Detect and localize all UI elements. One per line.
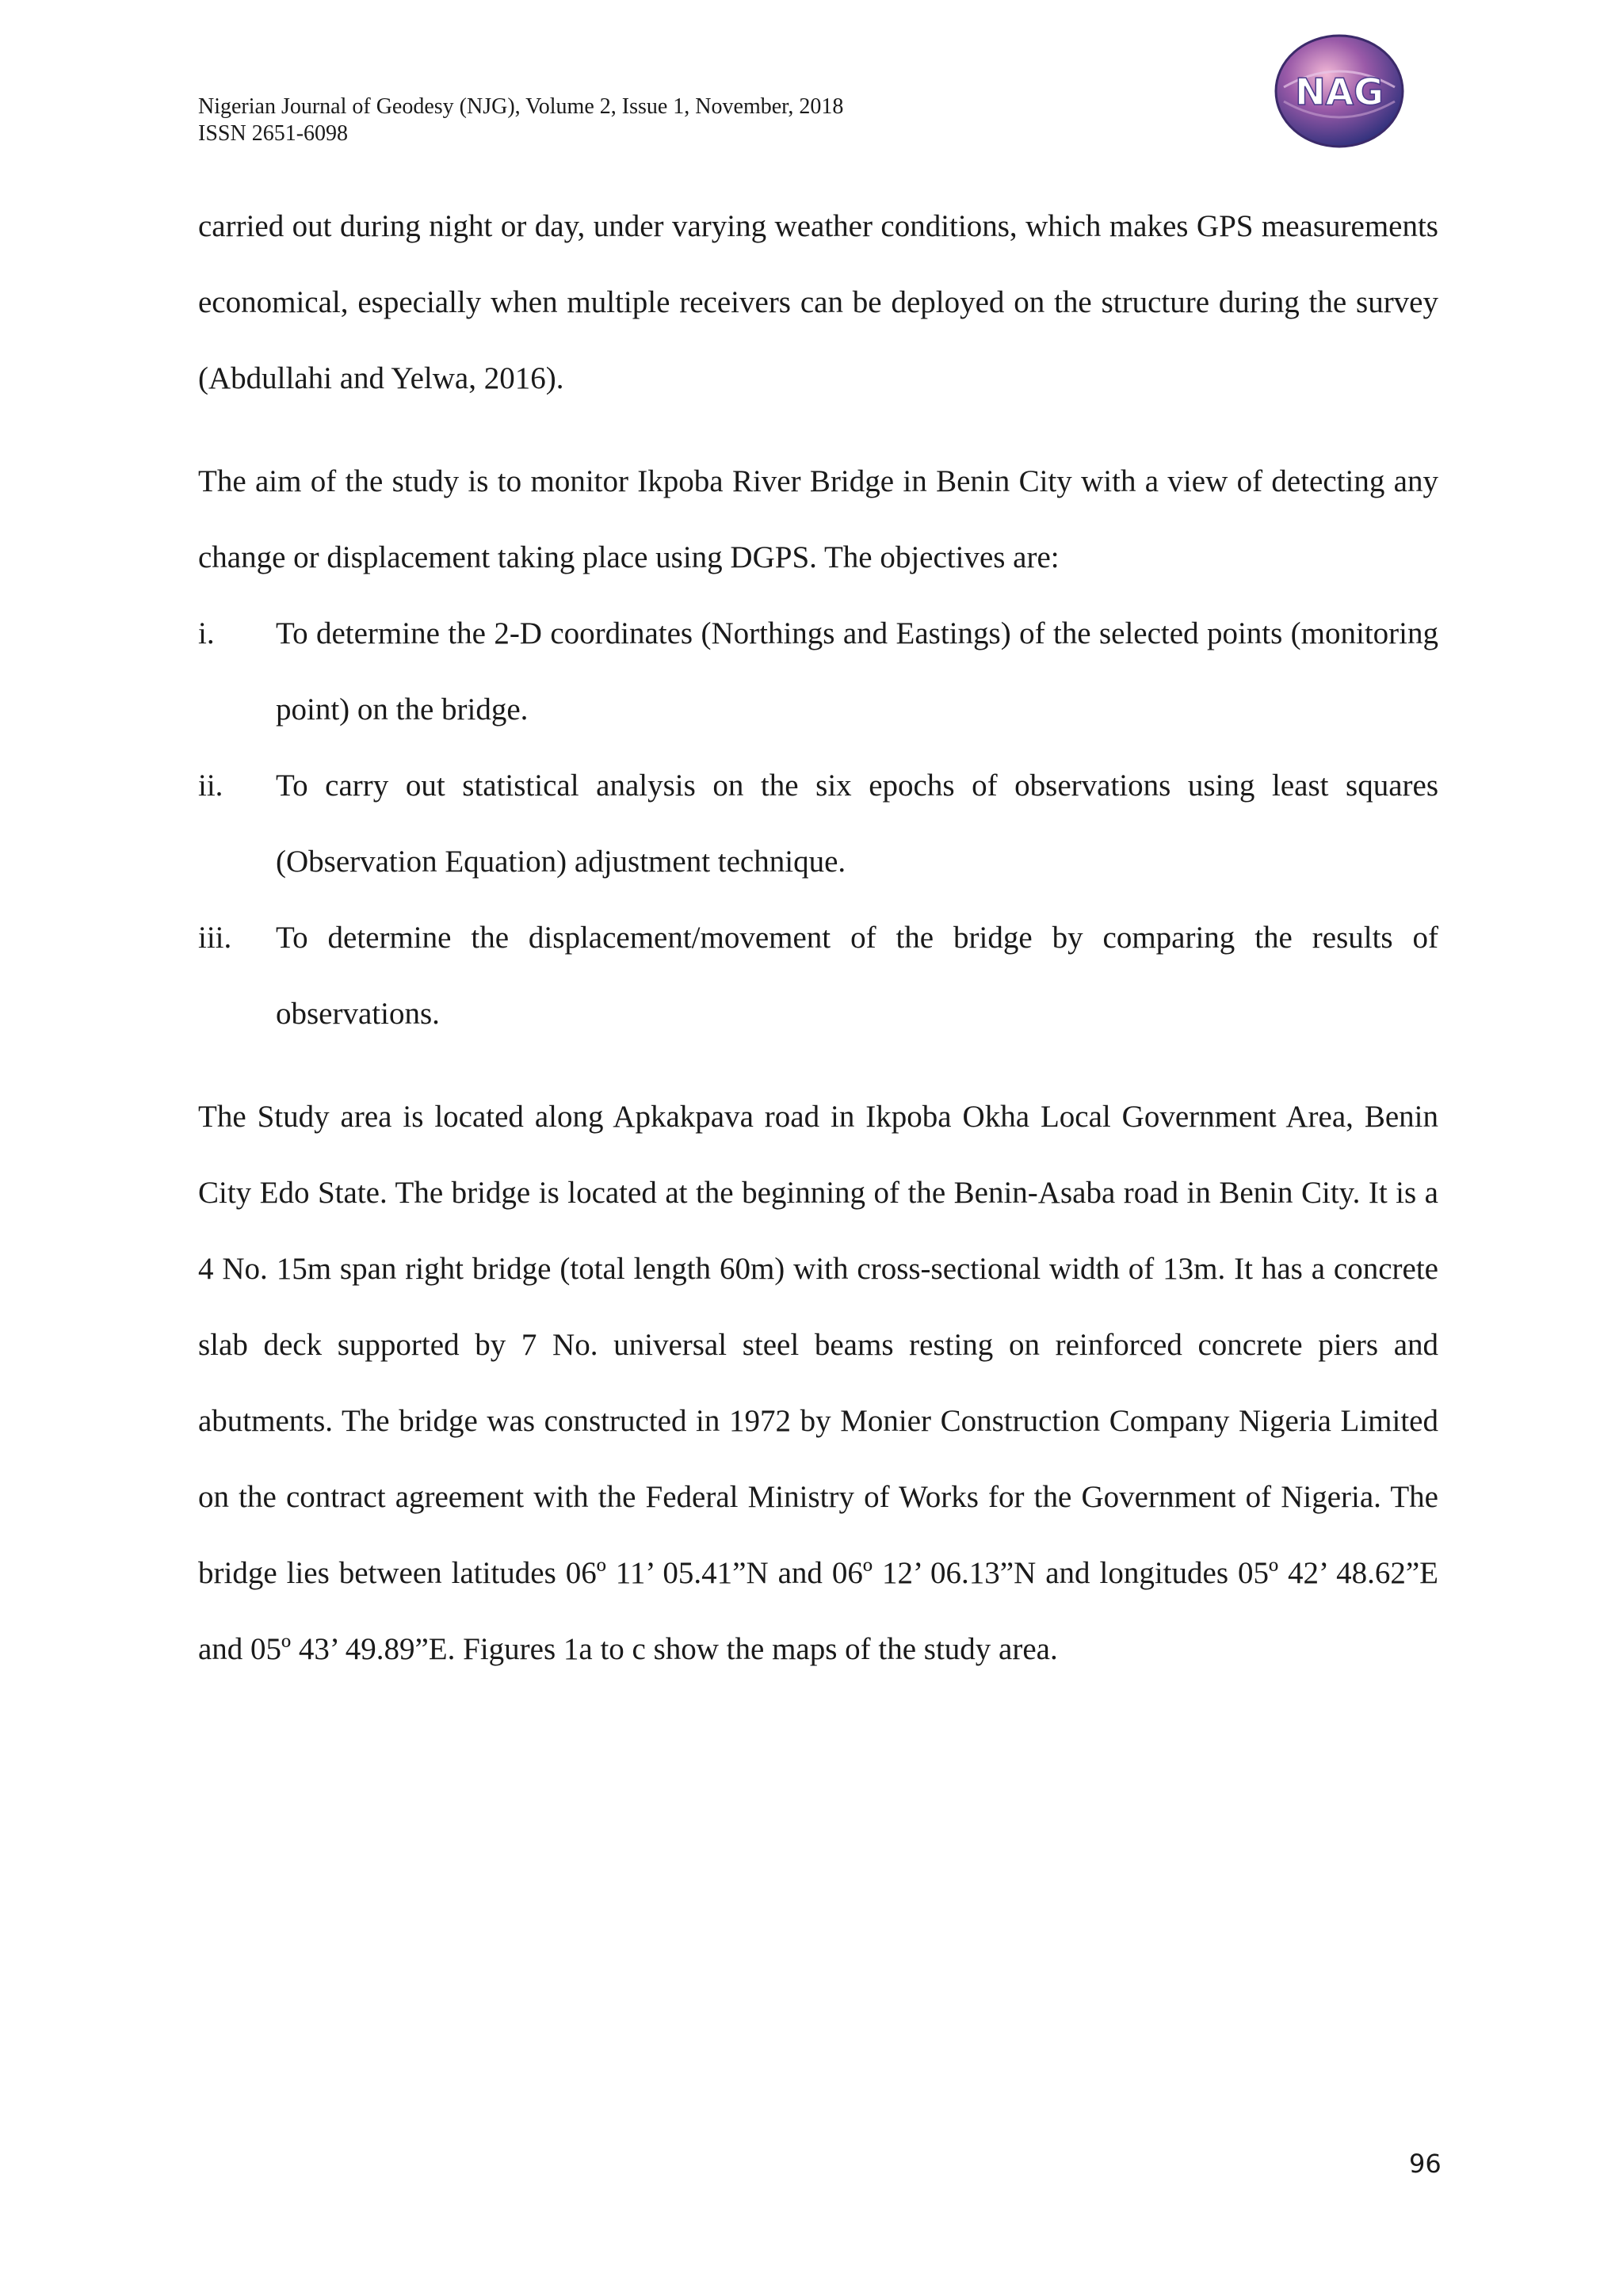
list-marker: iii. — [198, 921, 232, 955]
logo-lettering: NAG — [1295, 71, 1384, 113]
paragraph-continuation: carried out during night or day, under varying weather conditions, which makes GPS measurements economical, especially when multiple receivers can be deployed on the structure during the survey (Abdullahi and Yelwa, 2016). — [198, 209, 1438, 395]
paragraph-study-area: The Study area is located along Apkakpava road in Ikpoba Okha Local Government Area, Benin City Edo State. The bridge is located at the beginning of the Benin-Asaba road in Benin City. It is a 4 No. 15m span right bridge (total length 60m) with cross-sectional width of 13m. It has a concrete slab deck supported by 7 No. universal steel beams resting on reinforced concrete piers and abutments. The bridge was constructed in 1972 by Monier Construction Company Nigeria Limited on the contract agreement with the Federal Ministry of Works for the Government of Nigeria. The bridge lies between latitudes 06º 11’ 05.41”N and 06º 12’ 06.13”N and longitudes 05º 42’ 48.62”E and 05º 43’ 49.89”E. Figures 1a to c show the maps of the study area. — [198, 1100, 1438, 1666]
paragraph-aim: The aim of the study is to monitor Ikpoba River Bridge in Benin City with a view of detecting any change or displacement taking place using DGPS. The objectives are: — [198, 464, 1438, 574]
nag-logo — [1272, 32, 1407, 151]
list-item-text: To carry out statistical analysis on the six epochs of observations using least squares (Observation Equation) adjustment technique. — [276, 769, 1438, 879]
list-item — [198, 748, 1438, 900]
list-item — [198, 596, 1438, 748]
list-marker: ii. — [198, 769, 223, 803]
list-item-text: To determine the displacement/movement of the bridge by comparing the results of observations. — [276, 921, 1438, 1031]
page-body — [198, 189, 1438, 1688]
objectives-list — [198, 596, 1438, 1052]
issn: ISSN 2651-6098 — [198, 121, 349, 146]
list-item — [198, 900, 1438, 1052]
running-header — [198, 93, 843, 147]
list-marker: i. — [198, 616, 215, 650]
page-number: 96 — [1409, 2149, 1442, 2179]
list-item-text: To determine the 2-D coordinates (Northings and Eastings) of the selected points (monitoring point) on the bridge. — [276, 616, 1438, 727]
journal-citation: Nigerian Journal of Geodesy (NJG), Volume 2, Issue 1, November, 2018 — [198, 94, 844, 119]
